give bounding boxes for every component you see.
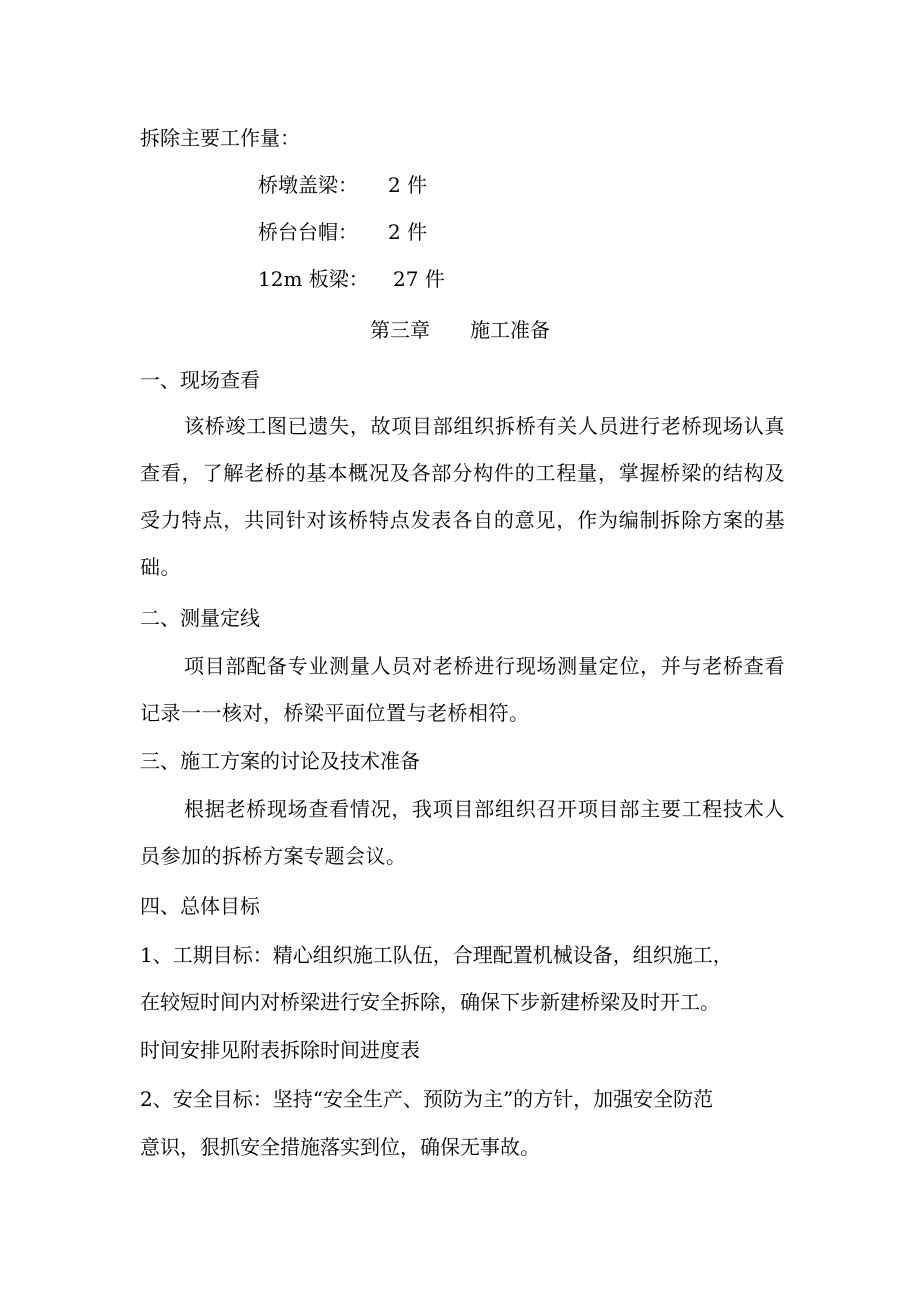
chapter-title: 第三章 施工准备 [370, 318, 550, 342]
workload-item [0, 170, 920, 200]
section-heading: 二、测量定线 [140, 606, 260, 630]
workload-item-value: 27 件 [393, 267, 445, 291]
workload-item-value: 2 件 [388, 220, 428, 244]
section-paragraph: 项目部配备专业测量人员对老桥进行现场测量定位，并与老桥查看记录一一核对，桥梁平面位置与老桥相符。 [140, 654, 785, 725]
schedule-goal-line: 在较短时间内对桥梁进行安全拆除，确保下步新建桥梁及时开工。 [140, 990, 720, 1014]
workload-item [0, 264, 920, 294]
section-paragraph: 根据老桥现场查看情况，我项目部组织召开项目部主要工程技术人员参加的拆桥方案专题会议。 [140, 797, 785, 868]
section-heading: 四、总体目标 [140, 894, 260, 918]
workload-item-label: 桥墩盖梁： [258, 173, 358, 197]
schedule-goal-line: 1、工期目标：精心组织施工队伍，合理配置机械设备，组织施工， [140, 943, 733, 967]
workload-heading: 拆除主要工作量： [140, 126, 300, 150]
section-heading: 三、施工方案的讨论及技术准备 [140, 749, 420, 773]
workload-item-label: 12m 板梁： [258, 267, 369, 291]
section-heading: 一、现场查看 [140, 368, 260, 392]
safety-goal-line: 意识，狠抓安全措施落实到位，确保无事故。 [140, 1135, 540, 1159]
workload-item-value: 2 件 [388, 173, 428, 197]
workload-item-label: 桥台台帽： [258, 220, 358, 244]
schedule-note: 时间安排见附表拆除时间进度表 [140, 1038, 420, 1062]
section-paragraph: 该桥竣工图已遗失，故项目部组织拆桥有关人员进行老桥现场认真查看，了解老桥的基本概况及各部分构件的工程量，掌握桥梁的结构及受力特点，共同针对该桥特点发表各自的意见，作为编制拆除方案的基础。 [140, 414, 785, 579]
workload-item [0, 217, 920, 247]
safety-goal-line: 2、安全目标：坚持“安全生产、预防为主”的方针，加强安全防范 [140, 1087, 714, 1111]
